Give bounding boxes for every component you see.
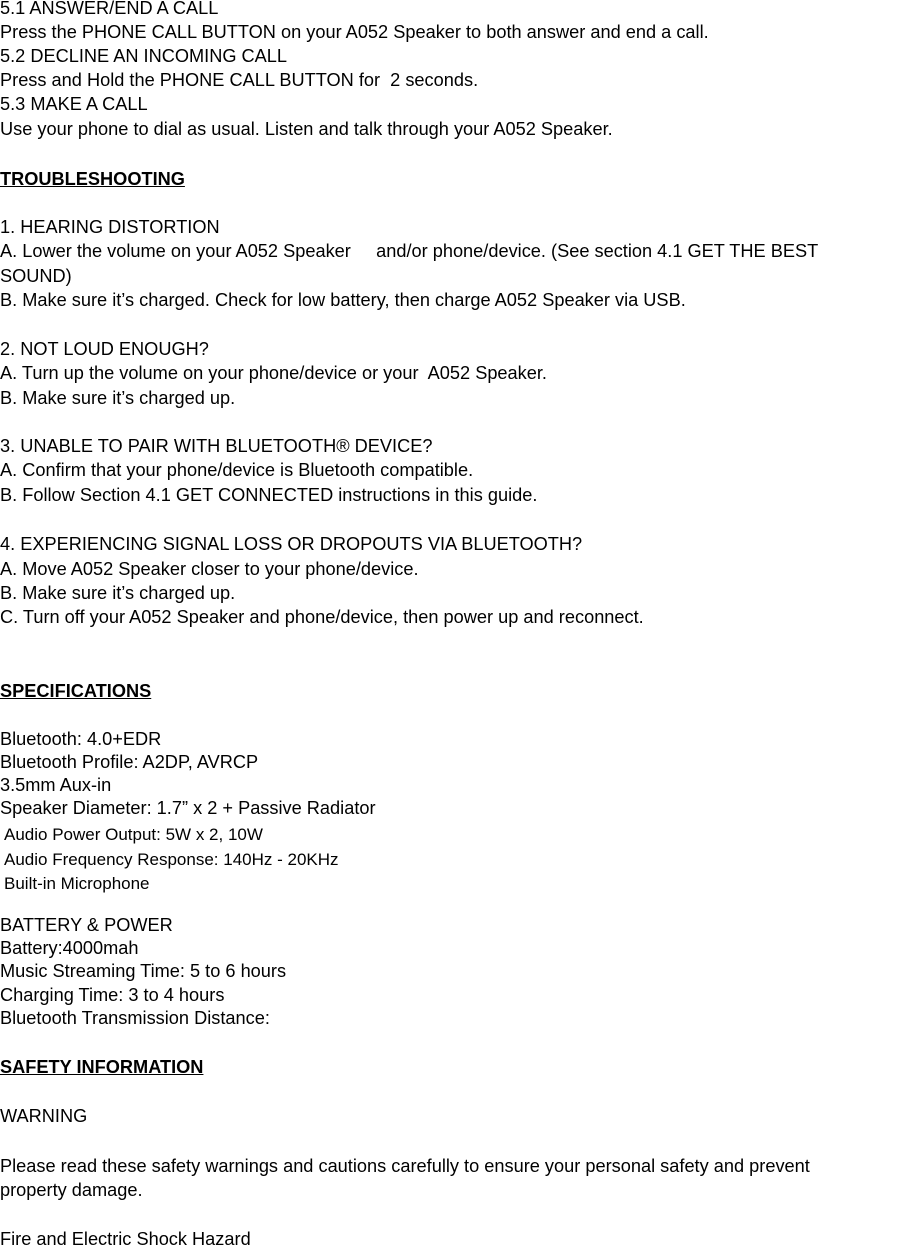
spec-audio-line: Audio Frequency Response: 140Hz - 20KHz [4, 850, 339, 869]
battery-line: Battery:4000mah [0, 938, 139, 958]
spec-line: 3.5mm Aux-in [0, 775, 112, 795]
make-call-text: Use your phone to dial as usual. Listen and talk through your A052 Speaker. [0, 119, 613, 139]
safety-title: SAFETY INFORMATION [0, 1057, 204, 1077]
safety-intro-line: Please read these safety warnings and cautions carefully to ensure your personal safety and prevent [0, 1156, 810, 1176]
trouble-item-heading: 4. EXPERIENCING SIGNAL LOSS OR DROPOUTS VIA BLUETOOTH? [0, 534, 583, 554]
hazard-heading: Fire and Electric Shock Hazard [0, 1229, 251, 1249]
troubleshooting-title: TROUBLESHOOTING [0, 169, 185, 189]
trouble-item-heading: 2. NOT LOUD ENOUGH? [0, 339, 209, 359]
trouble-item-line: B. Make sure it’s charged up. [0, 388, 236, 408]
trouble-item-heading: 3. UNABLE TO PAIR WITH BLUETOOTH® DEVICE? [0, 436, 433, 456]
trouble-item-heading: 1. HEARING DISTORTION [0, 217, 220, 237]
battery-heading: BATTERY & POWER [0, 915, 173, 935]
warning-label: WARNING [0, 1106, 88, 1126]
spec-line: Bluetooth: 4.0+EDR [0, 729, 162, 749]
trouble-item-line: A. Turn up the volume on your phone/device or your A052 Speaker. [0, 363, 547, 383]
spec-line: Speaker Diameter: 1.7” x 2 + Passive Radiator [0, 798, 376, 818]
trouble-item-line: B. Follow Section 4.1 GET CONNECTED instructions in this guide. [0, 485, 538, 505]
answer-call-heading: 5.1 ANSWER/END A CALL [0, 0, 219, 18]
decline-call-text: Press and Hold the PHONE CALL BUTTON for 2 seconds. [0, 70, 479, 90]
trouble-item-line: B. Make sure it’s charged. Check for low battery, then charge A052 Speaker via USB. [0, 290, 686, 310]
trouble-item-line: C. Turn off your A052 Speaker and phone/device, then power up and reconnect. [0, 607, 644, 627]
trouble-item-line: A. Lower the volume on your A052 Speaker and/or phone/device. (See section 4.1 GET THE BEST [0, 241, 819, 261]
battery-line: Charging Time: 3 to 4 hours [0, 985, 225, 1005]
spec-audio-line: Audio Power Output: 5W x 2, 10W [4, 825, 263, 844]
trouble-item-line: A. Move A052 Speaker closer to your phone/device. [0, 559, 419, 579]
battery-line: Music Streaming Time: 5 to 6 hours [0, 961, 287, 981]
trouble-item-line: SOUND) [0, 266, 72, 286]
spec-audio-line: Built-in Microphone [4, 874, 150, 893]
answer-call-text: Press the PHONE CALL BUTTON on your A052 Speaker to both answer and end a call. [0, 22, 709, 42]
trouble-item-line: A. Confirm that your phone/device is Bluetooth compatible. [0, 460, 474, 480]
specifications-title: SPECIFICATIONS [0, 681, 152, 701]
battery-line: Bluetooth Transmission Distance: [0, 1008, 270, 1028]
spec-line: Bluetooth Profile: A2DP, AVRCP [0, 752, 259, 772]
decline-call-heading: 5.2 DECLINE AN INCOMING CALL [0, 46, 288, 66]
make-call-heading: 5.3 MAKE A CALL [0, 94, 148, 114]
trouble-item-line: B. Make sure it’s charged up. [0, 583, 236, 603]
safety-intro-line: property damage. [0, 1180, 143, 1200]
